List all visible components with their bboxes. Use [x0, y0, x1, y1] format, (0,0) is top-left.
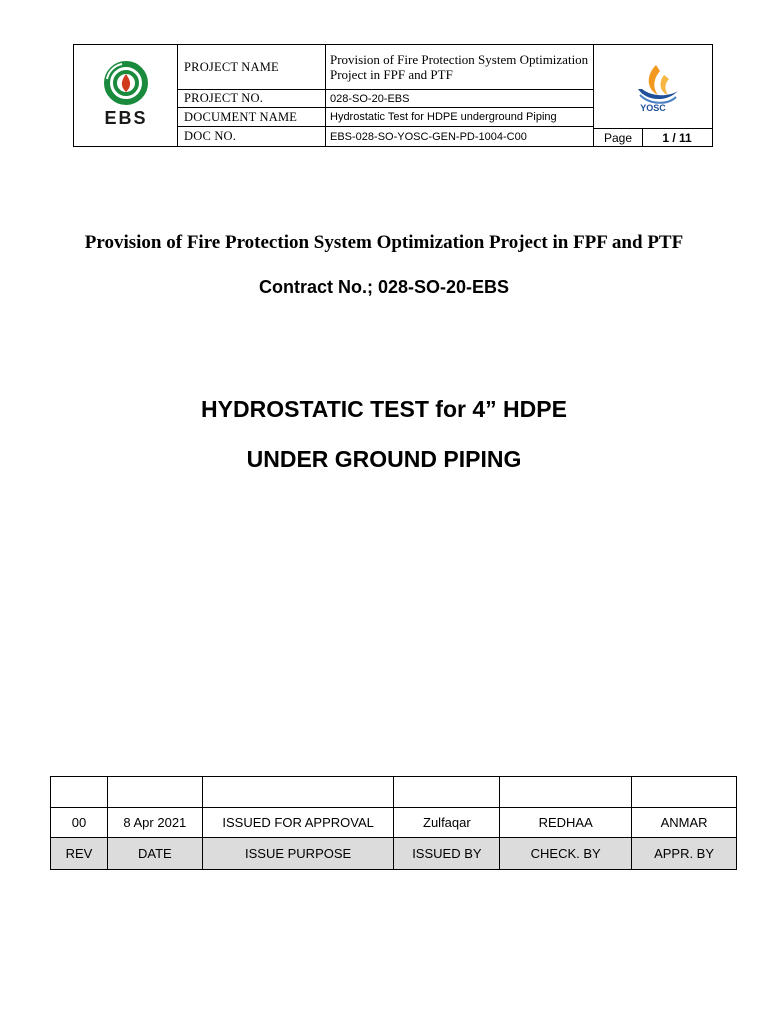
revision-blank-row — [51, 777, 737, 808]
project-no-value: 028-SO-20-EBS — [330, 92, 410, 105]
blank-cell — [500, 777, 632, 808]
project-title: Provision of Fire Protection System Optimization Project in FPF and PTF — [84, 232, 684, 253]
blank-cell — [394, 777, 500, 808]
ebs-logo — [74, 45, 178, 146]
rev-cell: 00 — [51, 808, 108, 838]
document-heading-line-2: UNDER GROUND PIPING — [246, 446, 522, 472]
revision-header-row — [51, 838, 737, 870]
revision-row — [51, 808, 737, 838]
project-no-row — [178, 90, 593, 108]
project-name-label: PROJECT NAME — [178, 45, 326, 89]
date-cell: 8 Apr 2021 — [107, 808, 202, 838]
revision-table — [50, 776, 737, 870]
project-no-label: PROJECT NO. — [178, 90, 326, 107]
blank-cell — [202, 777, 394, 808]
doc-no-value: EBS-028-SO-YOSC-GEN-PD-1004-C00 — [330, 130, 527, 143]
blank-cell — [51, 777, 108, 808]
page-cell — [593, 128, 712, 146]
document-header — [73, 44, 713, 147]
project-name-row — [178, 45, 593, 90]
issued-by-cell: Zulfaqar — [394, 808, 500, 838]
ebs-logo-text: EBS — [104, 108, 148, 128]
yosc-logo — [593, 45, 712, 128]
yosc-logo-text: YOSC — [640, 103, 666, 113]
blank-cell — [107, 777, 202, 808]
date-header: DATE — [107, 838, 202, 870]
appr-by-cell: ANMAR — [632, 808, 737, 838]
appr-by-header: APPR. BY — [632, 838, 737, 870]
blank-cell — [632, 777, 737, 808]
document-name-row — [178, 108, 593, 127]
page-number: 1 / 11 — [662, 130, 692, 145]
rev-header: REV — [51, 838, 108, 870]
document-name-value: Hydrostatic Test for HDPE underground Piping — [330, 111, 557, 123]
issued-by-header: ISSUED BY — [394, 838, 500, 870]
check-by-cell: REDHAA — [500, 808, 632, 838]
contract-number: Contract No.; 028-SO-20-EBS — [258, 277, 510, 297]
doc-no-row — [178, 127, 593, 146]
document-heading-line-1: HYDROSTATIC TEST for 4” HDPE — [201, 396, 567, 422]
document-name-label: DOCUMENT NAME — [178, 108, 326, 126]
page-label: Page — [594, 129, 643, 146]
doc-no-label: DOC NO. — [178, 127, 326, 146]
check-by-header: CHECK. BY — [500, 838, 632, 870]
project-name-value: Provision of Fire Protection System Optimization Project in FPF and PTF — [330, 52, 589, 82]
issue-purpose-cell: ISSUED FOR APPROVAL — [202, 808, 394, 838]
issue-purpose-header: ISSUE PURPOSE — [202, 838, 394, 870]
